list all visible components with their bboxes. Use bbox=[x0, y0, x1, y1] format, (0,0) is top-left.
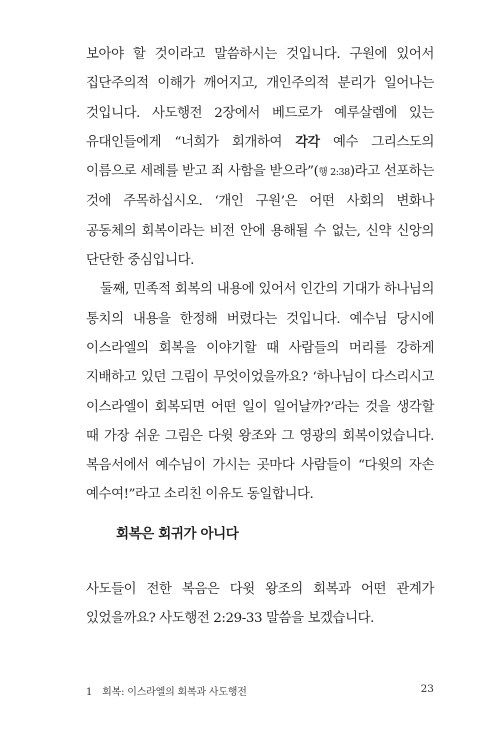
paragraph-1-text-b: 예수 그리스도의 이름으로 세례를 받고 죄 사함을 받으라”( bbox=[86, 134, 434, 180]
chapter-number: 1 bbox=[86, 687, 93, 698]
paragraph-2: 둘째, 민족적 회복의 내용에 있어서 인간의 기대가 하나님의 통치의 내용을 한정해 버렸다는 것입니다. 예수님 당시에 이스라엘의 회복을 이야기할 때 사람들의 머리를 강하게 지배하고 있던 그림이 무엇이었을까요? ‘하나님이 다스리시고 이스라엘이 회복되면 어떤 일이 일어날까?’라는 것을 생각할 때 가장 쉬운 그림은 다윗 왕조와 그 영광의 회복이었습니다. 복음서에서 예수님이 가시는 곳마다 사람들이 “다윗의 자손 예수여!”라고 소리친 이유도 동일합니다. bbox=[86, 282, 434, 503]
paragraph-1-text-a: 보아야 할 것이라고 말씀하시는 것입니다. 구원에 있어서 집단주의적 이해가 깨어지고, 개인주의적 분리가 일어나는 것입니다. 사도행전 2장에서 베드로가 예루살렘에 있는 유대인들에게 “너희가 회개하여 bbox=[86, 47, 434, 150]
section-paragraph: 사도들이 전한 복음은 다윗 왕조의 회복과 어떤 관계가 있었을까요? 사도행전 2:29-33 말씀을 보겠습니다. bbox=[86, 582, 434, 627]
scripture-reference: 행 2:38 bbox=[318, 167, 350, 179]
emphasis-word: 각각 bbox=[295, 134, 320, 150]
body-text bbox=[86, 40, 434, 510]
chapter-title: 회복: 이스라엘의 회복과 사도행전 bbox=[102, 687, 247, 698]
paragraph-1-text-c: )라고 선포하는 것에 주목하십시오. ‘개인 구원’은 어떤 사회의 변화나 공동체의 회복이라는 비전 안에 용해될 수 없는, 신약 신앙의 단단한 중심입니다. bbox=[86, 164, 434, 269]
page-number: 23 bbox=[420, 683, 434, 695]
section-heading: 회복은 회귀가 아니다 bbox=[116, 526, 239, 542]
running-footer bbox=[86, 683, 247, 698]
paragraph-1 bbox=[86, 40, 434, 275]
section-body bbox=[86, 575, 434, 634]
